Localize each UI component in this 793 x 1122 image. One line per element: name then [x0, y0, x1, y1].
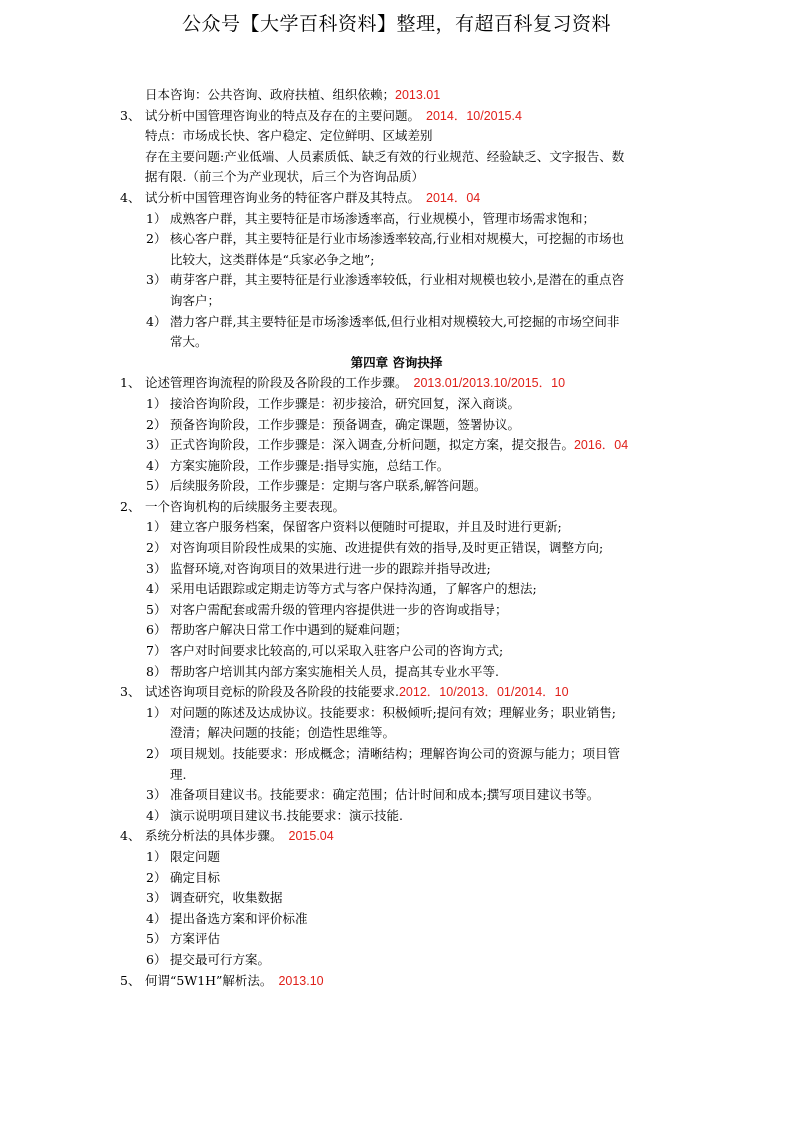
- line-text: [170, 703, 616, 724]
- item-number: 6）: [146, 622, 167, 638]
- item-number: 5）: [146, 478, 167, 494]
- text-line: [0, 147, 793, 168]
- line-text-content: 监督环境,对咨询项目的效果进行进一步的跟踪并指导改进;: [170, 560, 491, 576]
- question-line: [0, 373, 793, 394]
- text-line: [0, 723, 793, 744]
- line-text: [170, 909, 308, 930]
- text-line: [0, 620, 793, 641]
- line-text: [145, 373, 565, 394]
- text-line: [0, 559, 793, 580]
- line-text-content: 客户对时间要求比较高的,可以采取入驻客户公司的咨询方式;: [170, 643, 504, 659]
- text-line: [0, 538, 793, 559]
- line-text-content: 比较大，这类群体是“兵家必争之地”;: [170, 251, 375, 267]
- chapter-title: [0, 353, 793, 374]
- line-text-content: 澄清；解决问题的技能；创造性思维等。: [170, 725, 396, 741]
- line-text: [170, 559, 491, 580]
- line-text: [145, 106, 522, 127]
- line-text: [170, 620, 408, 641]
- text-line: [0, 291, 793, 312]
- text-line: [0, 600, 793, 621]
- line-text: [145, 147, 624, 168]
- item-number: 1）: [146, 704, 167, 720]
- line-text: [170, 435, 628, 456]
- text-line: [0, 517, 793, 538]
- item-number: 5）: [146, 931, 167, 947]
- line-text: [145, 826, 334, 847]
- line-text-content: 预备咨询阶段，工作步骤是：预备调查，确定课题，签署协议。: [170, 416, 521, 432]
- line-text-content: 萌芽客户群，其主要特征是行业渗透率较低，行业相对规模也较小,是潜在的重点咨: [170, 272, 624, 288]
- line-text-content: 理.: [170, 766, 187, 782]
- text-line: [0, 703, 793, 724]
- line-text: [170, 291, 220, 312]
- item-number: 2）: [146, 540, 167, 556]
- text-line: [0, 868, 793, 889]
- question-number: 4、: [120, 189, 141, 205]
- line-text-content: 对咨询项目阶段性成果的实施、改进提供有效的指导,及时更正错误，调整方向;: [170, 540, 604, 556]
- exam-date: 2013.10: [278, 973, 324, 988]
- line-text: [170, 723, 395, 744]
- line-text: [170, 250, 375, 271]
- line-text: [170, 765, 186, 786]
- line-text-content: 何谓“5W1H”解析法。: [145, 972, 273, 988]
- text-line: [0, 847, 793, 868]
- text-line: [0, 456, 793, 477]
- line-text-content: 系统分析法的具体步骤。: [145, 828, 283, 844]
- line-text: [170, 929, 220, 950]
- text-line: [0, 250, 793, 271]
- item-number: 7）: [146, 643, 167, 659]
- item-number: 1）: [146, 848, 167, 864]
- line-text: [145, 126, 433, 147]
- item-number: 4）: [146, 457, 167, 473]
- text-line: [0, 332, 793, 353]
- text-line: [0, 909, 793, 930]
- question-number: 4、: [120, 828, 141, 844]
- line-text: [170, 517, 562, 538]
- line-text-content: 后续服务阶段，工作步骤是：定期与客户联系,解答问题。: [170, 478, 487, 494]
- line-text-content: 提交最可行方案。: [170, 951, 271, 967]
- line-text: [170, 641, 503, 662]
- exam-date: 2016．04: [573, 438, 629, 453]
- text-line: [0, 229, 793, 250]
- text-line: [0, 435, 793, 456]
- line-text-content: 演示说明项目建议书.技能要求：演示技能.: [170, 807, 403, 823]
- text-line: [0, 394, 793, 415]
- line-text: [170, 662, 499, 683]
- exam-date: 2012．10/2013．01/2014．10: [398, 685, 569, 700]
- item-number: 3）: [146, 560, 167, 576]
- question-line: [0, 497, 793, 518]
- line-text-content: 存在主要问题:产业低端、人员素质低、缺乏有效的行业规范、经验缺乏、文字报告、数: [145, 148, 625, 164]
- line-text: [170, 785, 599, 806]
- question-number: 5、: [120, 972, 141, 988]
- item-number: 1）: [146, 210, 167, 226]
- text-line: [0, 744, 793, 765]
- line-text-content: 核心客户群，其主要特征是行业市场渗透率较高,行业相对规模大，可挖掘的市场也: [170, 231, 624, 247]
- line-text: [170, 950, 270, 971]
- line-text: [170, 888, 283, 909]
- line-text: [170, 415, 520, 436]
- text-line: [0, 888, 793, 909]
- line-text: [170, 538, 603, 559]
- line-text: [145, 188, 480, 209]
- line-text: [170, 744, 620, 765]
- line-text: [170, 847, 220, 868]
- line-text-content: 常大。: [170, 334, 208, 350]
- page-header: 公众号【大学百科资料】整理，有超百科复习资料: [181, 13, 611, 35]
- line-text: [145, 497, 345, 518]
- text-line: [0, 765, 793, 786]
- line-text-content: 试分析中国管理咨询业的特点及存在的主要问题。: [145, 107, 421, 123]
- line-text-content: 正式咨询阶段，工作步骤是：深入调查,分析问题，拟定方案，提交报告。: [170, 437, 574, 453]
- line-text: [170, 394, 520, 415]
- line-text-content: 确定目标: [170, 869, 221, 885]
- text-line: [0, 579, 793, 600]
- item-number: 5）: [146, 601, 167, 617]
- line-text-content: 试述咨询项目竞标的阶段及各阶段的技能要求.: [145, 684, 399, 700]
- line-text: [145, 85, 440, 106]
- question-line: [0, 188, 793, 209]
- line-text-content: 方案评估: [170, 931, 221, 947]
- exam-date: 2015.04: [288, 829, 334, 844]
- line-text-content: 对问题的陈述及达成协议。技能要求：积极倾听;提问有效；理解业务；职业销售;: [170, 704, 616, 720]
- line-text-content: 成熟客户群，其主要特征是市场渗透率高，行业规模小，管理市场需求饱和；: [170, 210, 596, 226]
- line-text-content: 一个咨询机构的后续服务主要表现。: [145, 498, 346, 514]
- item-number: 1）: [146, 519, 167, 535]
- line-text: [170, 209, 595, 230]
- question-number: 3、: [120, 107, 141, 123]
- text-line: [0, 662, 793, 683]
- item-number: 3）: [146, 437, 167, 453]
- line-text: [145, 682, 569, 703]
- question-line: [0, 971, 793, 992]
- item-number: 2）: [146, 231, 167, 247]
- text-line: [0, 929, 793, 950]
- line-text-content: 准备项目建议书。技能要求：确定范围；估计时间和成本;撰写项目建议书等。: [170, 787, 600, 803]
- text-line: [0, 270, 793, 291]
- line-text: [145, 167, 424, 188]
- question-line: [0, 106, 793, 127]
- exam-date: 2014．04: [426, 190, 481, 205]
- question-number: 2、: [120, 498, 141, 514]
- item-number: 2）: [146, 869, 167, 885]
- item-number: 4）: [146, 313, 167, 329]
- exam-date: 2014．10/2015.4: [426, 108, 522, 123]
- document-body: [0, 85, 793, 991]
- line-text-content: 询客户；: [170, 292, 221, 308]
- line-text-content: 帮助客户培训其内部方案实施相关人员，提高其专业水平等.: [170, 663, 499, 679]
- item-number: 3）: [146, 272, 167, 288]
- text-line: [0, 209, 793, 230]
- item-number: 2）: [146, 746, 167, 761]
- line-text: [145, 971, 324, 992]
- chapter-title-text: 第四章 咨询抉择: [350, 354, 443, 370]
- line-text-content: 接洽咨询阶段，工作步骤是：初步接洽，研究回复，深入商谈。: [170, 395, 521, 411]
- text-line: [0, 785, 793, 806]
- line-text: [170, 456, 449, 477]
- text-line: [0, 476, 793, 497]
- line-text-content: 潜力客户群,其主要特征是市场渗透率低,但行业相对规模较大,可挖掘的市场空间非: [170, 313, 620, 329]
- text-line: [0, 312, 793, 333]
- exam-date: 2013.01: [395, 88, 441, 102]
- exam-date: 2013.01/2013.10/2015．10: [413, 376, 566, 391]
- line-text: [170, 270, 624, 291]
- item-number: 1）: [146, 395, 167, 411]
- question-line: [0, 682, 793, 703]
- text-line: [0, 126, 793, 147]
- line-text: [170, 600, 508, 621]
- line-text: [170, 229, 624, 250]
- line-text-content: 限定问题: [170, 848, 221, 864]
- line-text-content: 提出备选方案和评价标准: [170, 910, 308, 926]
- item-number: 4）: [146, 910, 167, 926]
- line-text-content: 调查研究，收集数据: [170, 890, 283, 906]
- text-line: [0, 950, 793, 971]
- line-text-content: 方案实施阶段，工作步骤是:指导实施，总结工作。: [170, 457, 450, 473]
- line-text-content: 建立客户服务档案，保留客户资料以便随时可提取，并且及时进行更新;: [170, 519, 562, 535]
- text-line: [0, 641, 793, 662]
- line-text: [170, 332, 208, 353]
- item-number: 6）: [146, 951, 167, 967]
- item-number: 3）: [146, 787, 167, 803]
- text-line: [0, 415, 793, 436]
- item-number: 8）: [146, 663, 167, 679]
- question-line: [0, 826, 793, 847]
- line-text-content: 帮助客户解决日常工作中遇到的疑难问题；: [170, 622, 408, 638]
- line-text-content: 项目规划。技能要求：形成概念；清晰结构；理解咨询公司的资源与能力；项目管: [170, 746, 621, 761]
- line-text-content: 特点：市场成长快、客户稳定、定位鲜明、区域差别: [145, 128, 433, 144]
- line-text: [170, 476, 486, 497]
- line-text: [170, 312, 619, 333]
- line-text-content: 论述管理咨询流程的阶段及各阶段的工作步骤。: [145, 375, 408, 391]
- line-text: [170, 868, 220, 889]
- text-line: [0, 85, 793, 106]
- item-number: 2）: [146, 416, 167, 432]
- line-text: [170, 806, 403, 827]
- line-text-content: 日本咨询：公共咨询、政府扶植、组织依赖；: [145, 87, 396, 102]
- item-number: 4）: [146, 581, 167, 597]
- text-line: [0, 167, 793, 188]
- line-text-content: 试分析中国管理咨询业务的特征客户群及其特点。: [145, 189, 421, 205]
- question-number: 3、: [120, 684, 141, 700]
- question-number: 1、: [120, 375, 141, 391]
- item-number: 3）: [146, 890, 167, 906]
- line-text-content: 据有限.（前三个为产业现状，后三个为咨询品质）: [145, 169, 424, 185]
- line-text-content: 对客户需配套或需升级的管理内容提供进一步的咨询或指导；: [170, 601, 508, 617]
- item-number: 4）: [146, 807, 167, 823]
- line-text-content: 采用电话跟踪或定期走访等方式与客户保持沟通，了解客户的想法;: [170, 581, 537, 597]
- line-text: [170, 579, 537, 600]
- text-line: [0, 806, 793, 827]
